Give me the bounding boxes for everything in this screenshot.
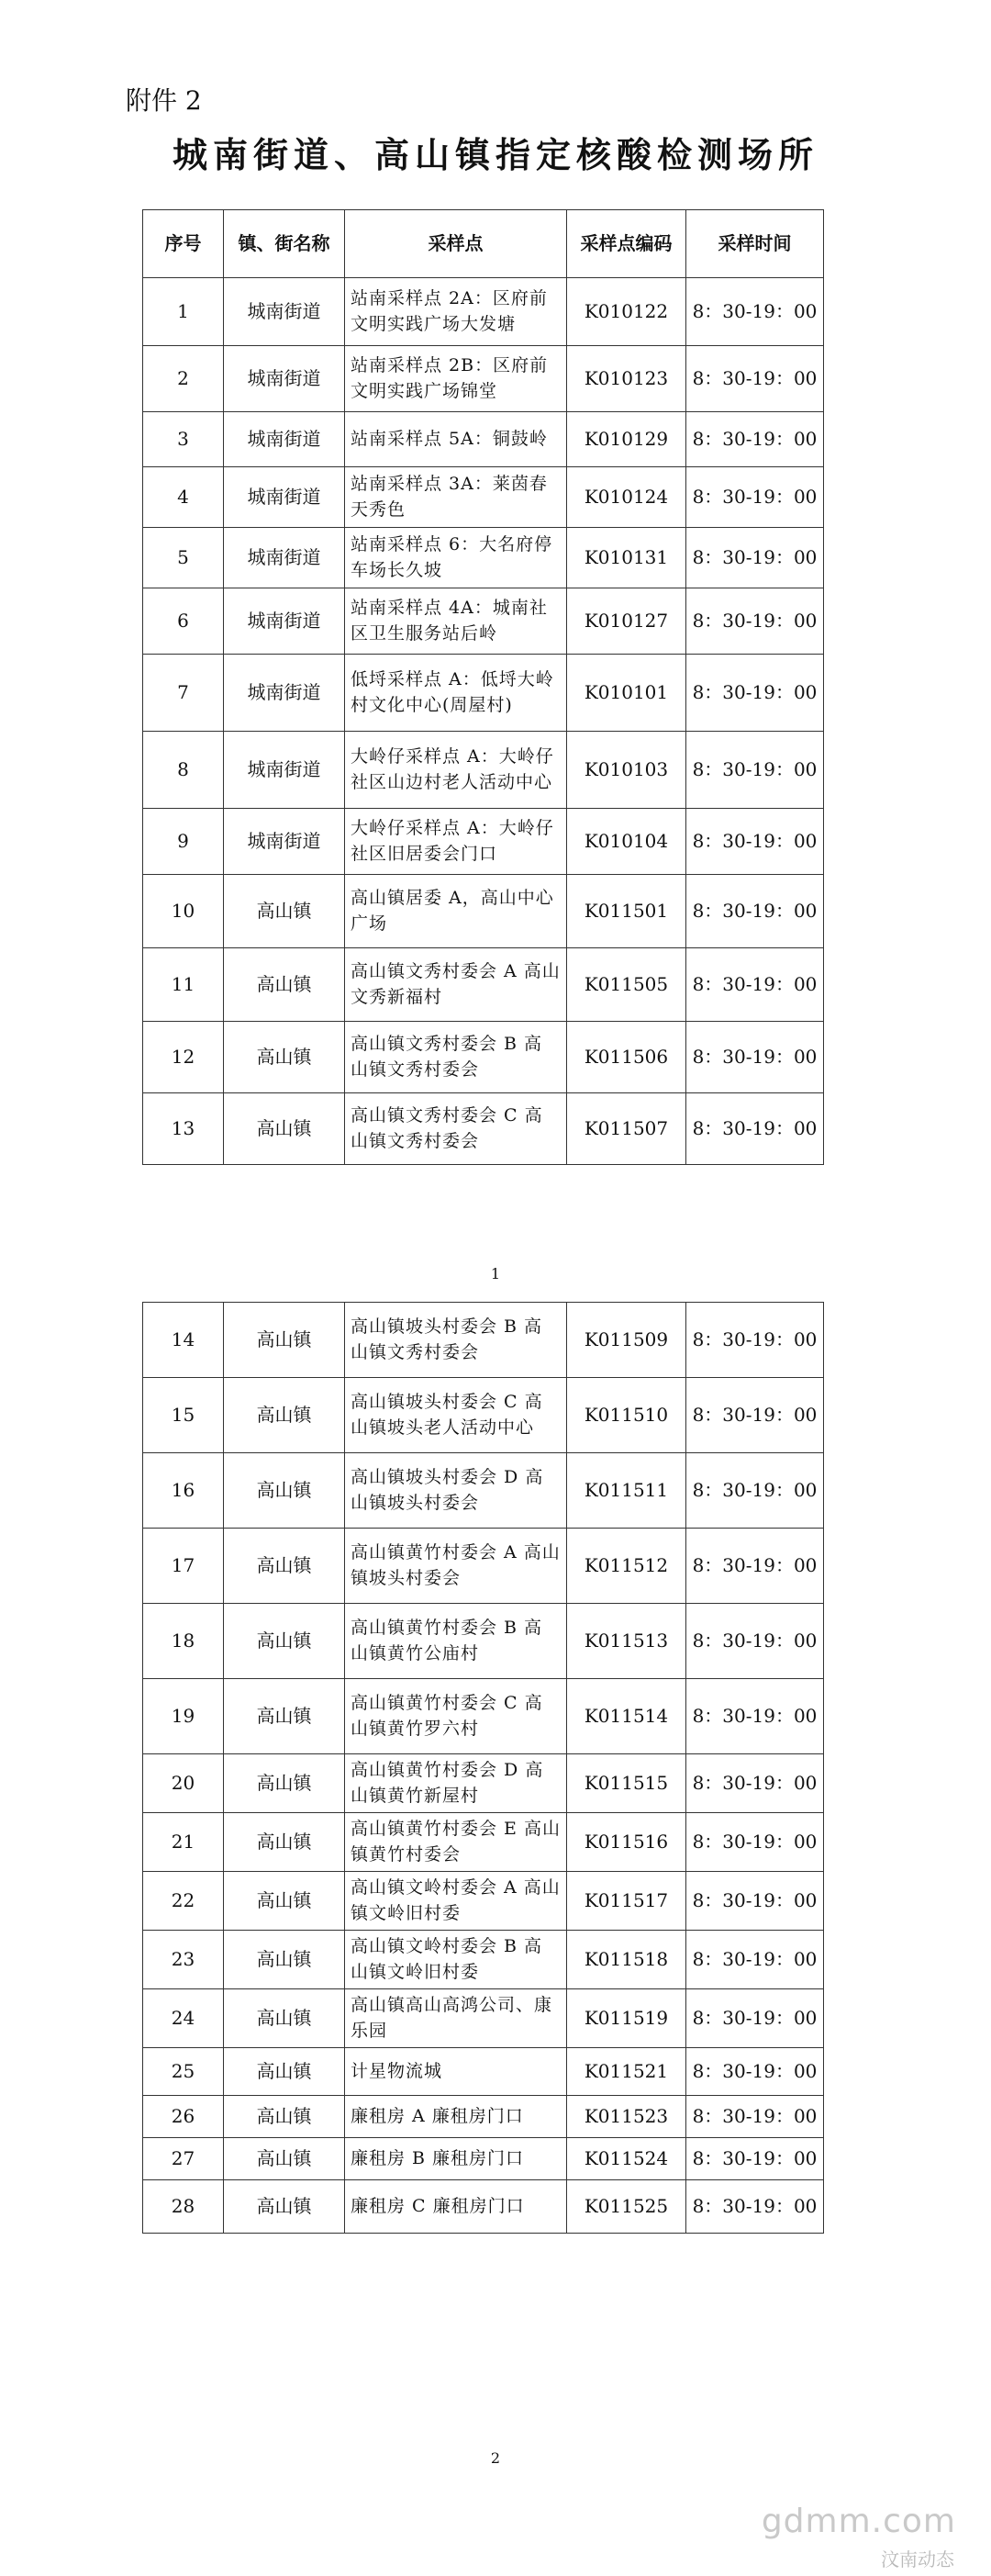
table-row [143,412,824,467]
row-time: 8：30-19：00 [686,875,824,948]
col-header-code: 采样点编码 [567,210,686,278]
row-site: 高山镇坡头村委会 C 高山镇坡头老人活动中心 [345,1378,567,1453]
row-site: 廉租房 A 廉租房门口 [345,2096,567,2138]
row-district: 高山镇 [224,948,345,1022]
col-header-district: 镇、街名称 [224,210,345,278]
row-district: 高山镇 [224,1931,345,1989]
table-row [143,2096,824,2138]
row-time: 8：30-19：00 [686,2180,824,2234]
table-row [143,1604,824,1679]
row-district: 城南街道 [224,732,345,809]
table-page-1 [142,209,824,1165]
row-time: 8：30-19：00 [686,1453,824,1529]
row-index: 12 [143,1022,224,1093]
row-district: 高山镇 [224,1529,345,1604]
row-index: 14 [143,1303,224,1378]
row-index: 23 [143,1931,224,1989]
row-time: 8：30-19：00 [686,1093,824,1165]
row-site: 高山镇坡头村委会 B 高山镇文秀村委会 [345,1303,567,1378]
row-index: 18 [143,1604,224,1679]
row-time: 8：30-19：00 [686,2048,824,2096]
row-district: 高山镇 [224,1453,345,1529]
table-row [143,1093,824,1165]
row-index: 10 [143,875,224,948]
row-code: K011507 [567,1093,686,1165]
row-site: 站南采样点 2B：区府前文明实践广场锦堂 [345,346,567,412]
row-code: K011525 [567,2180,686,2234]
row-district: 城南街道 [224,346,345,412]
table-row [143,809,824,875]
row-time: 8：30-19：00 [686,412,824,467]
row-site: 高山镇文秀村委会 B 高山镇文秀村委会 [345,1022,567,1093]
row-index: 7 [143,655,224,732]
row-index: 1 [143,278,224,346]
row-index: 13 [143,1093,224,1165]
row-district: 城南街道 [224,809,345,875]
row-code: K011505 [567,948,686,1022]
row-index: 2 [143,346,224,412]
row-code: K010127 [567,588,686,655]
row-index: 22 [143,1872,224,1931]
row-time: 8：30-19：00 [686,2096,824,2138]
row-district: 高山镇 [224,1754,345,1813]
row-district: 高山镇 [224,1989,345,2048]
row-site: 高山镇文岭村委会 A 高山镇文岭旧村委 [345,1872,567,1931]
row-site: 站南采样点 3A：莱茵春天秀色 [345,467,567,528]
row-time: 8：30-19：00 [686,467,824,528]
row-index: 21 [143,1813,224,1872]
row-time: 8：30-19：00 [686,1813,824,1872]
row-time: 8：30-19：00 [686,1604,824,1679]
row-code: K010123 [567,346,686,412]
row-time: 8：30-19：00 [686,1754,824,1813]
row-district: 高山镇 [224,875,345,948]
table-page-2 [142,1302,824,2234]
row-index: 24 [143,1989,224,2048]
row-code: K010103 [567,732,686,809]
row-code: K011511 [567,1453,686,1529]
row-code: K011509 [567,1303,686,1378]
row-site: 站南采样点 5A：铜鼓岭 [345,412,567,467]
row-site: 高山镇黄竹村委会 B 高山镇黄竹公庙村 [345,1604,567,1679]
row-time: 8：30-19：00 [686,948,824,1022]
table-row [143,1453,824,1529]
page-number-1: 1 [490,1265,501,1282]
row-code: K011512 [567,1529,686,1604]
row-index: 3 [143,412,224,467]
table-row [143,1872,824,1931]
table-row [143,1303,824,1378]
row-site: 低埒采样点 A：低埒大岭村文化中心(周屋村) [345,655,567,732]
row-site: 计星物流城 [345,2048,567,2096]
table-row [143,1529,824,1604]
row-index: 6 [143,588,224,655]
row-code: K011516 [567,1813,686,1872]
table-row [143,948,824,1022]
row-district: 高山镇 [224,1679,345,1754]
row-index: 16 [143,1453,224,1529]
row-index: 19 [143,1679,224,1754]
row-time: 8：30-19：00 [686,278,824,346]
table-row [143,655,824,732]
row-code: K010131 [567,528,686,588]
table-header-row [143,210,824,278]
row-code: K011515 [567,1754,686,1813]
row-site: 高山镇黄竹村委会 C 高山镇黄竹罗六村 [345,1679,567,1754]
col-header-time: 采样时间 [686,210,824,278]
table-row [143,346,824,412]
row-code: K011518 [567,1931,686,1989]
table-row [143,732,824,809]
row-district: 城南街道 [224,278,345,346]
row-site: 高山镇黄竹村委会 A 高山镇坡头村委会 [345,1529,567,1604]
table-row [143,2138,824,2180]
row-code: K011513 [567,1604,686,1679]
row-index: 25 [143,2048,224,2096]
table-row [143,875,824,948]
row-index: 11 [143,948,224,1022]
table-row [143,1754,824,1813]
row-district: 城南街道 [224,588,345,655]
row-code: K010122 [567,278,686,346]
page-number-2: 2 [490,2449,501,2467]
row-district: 高山镇 [224,1813,345,1872]
row-time: 8：30-19：00 [686,1931,824,1989]
table-row [143,2180,824,2234]
row-code: K011519 [567,1989,686,2048]
row-code: K011506 [567,1022,686,1093]
row-index: 17 [143,1529,224,1604]
row-site: 高山镇黄竹村委会 D 高山镇黄竹新屋村 [345,1754,567,1813]
row-code: K011510 [567,1378,686,1453]
table-row [143,588,824,655]
row-code: K010104 [567,809,686,875]
row-time: 8：30-19：00 [686,732,824,809]
row-code: K011514 [567,1679,686,1754]
table-row [143,1679,824,1754]
row-time: 8：30-19：00 [686,1989,824,2048]
col-header-index: 序号 [143,210,224,278]
row-index: 20 [143,1754,224,1813]
row-code: K011523 [567,2096,686,2138]
row-site: 大岭仔采样点 A：大岭仔社区旧居委会门口 [345,809,567,875]
row-index: 26 [143,2096,224,2138]
row-time: 8：30-19：00 [686,1378,824,1453]
table-row [143,2048,824,2096]
table-row [143,528,824,588]
row-code: K010124 [567,467,686,528]
row-index: 15 [143,1378,224,1453]
row-district: 高山镇 [224,1378,345,1453]
table-row [143,1931,824,1989]
row-code: K011524 [567,2138,686,2180]
row-district: 高山镇 [224,1022,345,1093]
row-district: 高山镇 [224,1303,345,1378]
page-title: 城南街道、高山镇指定核酸检测场所 [172,135,818,175]
row-site: 高山镇坡头村委会 D 高山镇坡头村委会 [345,1453,567,1529]
row-site: 高山镇文岭村委会 B 高山镇文岭旧村委 [345,1931,567,1989]
watermark-site: gdmm.com [761,2503,956,2540]
row-site: 廉租房 C 廉租房门口 [345,2180,567,2234]
row-index: 8 [143,732,224,809]
row-time: 8：30-19：00 [686,2138,824,2180]
row-index: 4 [143,467,224,528]
row-time: 8：30-19：00 [686,1022,824,1093]
row-district: 高山镇 [224,1093,345,1165]
table-row [143,1989,824,2048]
attachment-label: 附件 2 [126,85,202,116]
row-district: 高山镇 [224,2048,345,2096]
row-code: K011517 [567,1872,686,1931]
row-code: K011521 [567,2048,686,2096]
row-time: 8：30-19：00 [686,1303,824,1378]
row-index: 5 [143,528,224,588]
row-district: 城南街道 [224,467,345,528]
row-site: 高山镇文秀村委会 C 高山镇文秀村委会 [345,1093,567,1165]
row-time: 8：30-19：00 [686,1872,824,1931]
row-site: 高山镇居委 A，高山中心广场 [345,875,567,948]
table-row [143,278,824,346]
row-district: 城南街道 [224,528,345,588]
row-code: K010129 [567,412,686,467]
row-index: 9 [143,809,224,875]
row-district: 城南街道 [224,412,345,467]
row-site: 廉租房 B 廉租房门口 [345,2138,567,2180]
row-time: 8：30-19：00 [686,346,824,412]
row-time: 8：30-19：00 [686,655,824,732]
row-time: 8：30-19：00 [686,1529,824,1604]
row-district: 高山镇 [224,1604,345,1679]
table-row [143,1378,824,1453]
row-time: 8：30-19：00 [686,588,824,655]
watermark-account: 汶南动态 [881,2548,954,2570]
row-site: 高山镇文秀村委会 A 高山文秀新福村 [345,948,567,1022]
row-time: 8：30-19：00 [686,809,824,875]
row-district: 高山镇 [224,2138,345,2180]
row-index: 28 [143,2180,224,2234]
table-row [143,1813,824,1872]
row-district: 城南街道 [224,655,345,732]
row-site: 高山镇黄竹村委会 E 高山镇黄竹村委会 [345,1813,567,1872]
row-district: 高山镇 [224,1872,345,1931]
row-index: 27 [143,2138,224,2180]
row-site: 站南采样点 4A：城南社区卫生服务站后岭 [345,588,567,655]
row-code: K010101 [567,655,686,732]
row-site: 大岭仔采样点 A：大岭仔社区山边村老人活动中心 [345,732,567,809]
row-site: 高山镇高山高鸿公司、康乐园 [345,1989,567,2048]
row-code: K011501 [567,875,686,948]
table-row [143,1022,824,1093]
row-site: 站南采样点 6：大名府停车场长久坡 [345,528,567,588]
row-time: 8：30-19：00 [686,528,824,588]
row-district: 高山镇 [224,2096,345,2138]
col-header-site: 采样点 [345,210,567,278]
row-time: 8：30-19：00 [686,1679,824,1754]
table-row [143,467,824,528]
row-district: 高山镇 [224,2180,345,2234]
row-site: 站南采样点 2A：区府前文明实践广场大发塘 [345,278,567,346]
